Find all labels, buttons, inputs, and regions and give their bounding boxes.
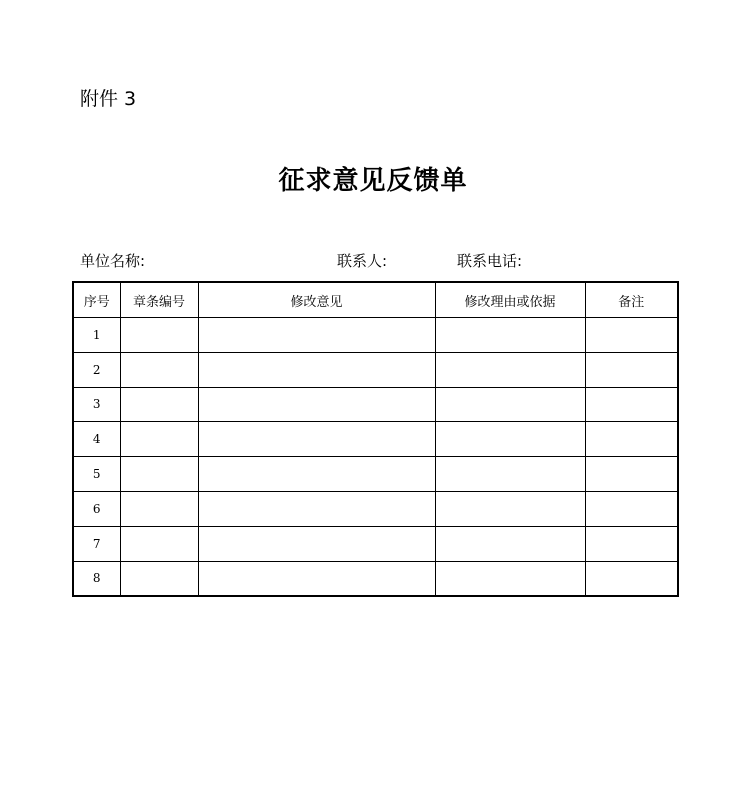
row-seq: 1: [73, 318, 120, 353]
row-remark-cell[interactable]: [585, 526, 678, 561]
table-row: [73, 318, 678, 353]
table-row: [73, 352, 678, 387]
header-seq: 序号: [73, 282, 120, 318]
table-row: [73, 457, 678, 492]
row-remark-cell[interactable]: [585, 457, 678, 492]
table-row: [73, 526, 678, 561]
row-reason-cell[interactable]: [435, 318, 585, 353]
row-clause-cell[interactable]: [120, 352, 198, 387]
row-seq: 3: [73, 387, 120, 422]
row-reason-cell[interactable]: [435, 352, 585, 387]
row-opinion-cell[interactable]: [198, 457, 435, 492]
row-seq: 4: [73, 422, 120, 457]
row-opinion-cell[interactable]: [198, 561, 435, 596]
table-header-row: [73, 282, 678, 318]
row-seq: 5: [73, 457, 120, 492]
row-clause-cell[interactable]: [120, 526, 198, 561]
row-opinion-cell[interactable]: [198, 526, 435, 561]
row-clause-cell[interactable]: [120, 387, 198, 422]
info-row: [80, 250, 680, 272]
contact-phone-label: 联系电话:: [457, 252, 523, 270]
table-row: [73, 561, 678, 596]
row-remark-cell[interactable]: [585, 352, 678, 387]
table-row: [73, 491, 678, 526]
feedback-table: [72, 281, 679, 597]
row-seq: 6: [73, 491, 120, 526]
table-row: [73, 422, 678, 457]
row-opinion-cell[interactable]: [198, 387, 435, 422]
row-opinion-cell[interactable]: [198, 352, 435, 387]
row-opinion-cell[interactable]: [198, 491, 435, 526]
header-opinion: 修改意见: [198, 282, 435, 318]
header-reason: 修改理由或依据: [435, 282, 585, 318]
page-title: 征求意见反馈单: [278, 166, 468, 196]
unit-name-label: 单位名称:: [80, 252, 146, 270]
row-opinion-cell[interactable]: [198, 318, 435, 353]
contact-person-label: 联系人:: [337, 252, 388, 270]
row-clause-cell[interactable]: [120, 491, 198, 526]
row-seq: 8: [73, 561, 120, 596]
row-clause-cell[interactable]: [120, 561, 198, 596]
row-reason-cell[interactable]: [435, 387, 585, 422]
header-clause-number: 章条编号: [120, 282, 198, 318]
row-clause-cell[interactable]: [120, 457, 198, 492]
row-remark-cell[interactable]: [585, 491, 678, 526]
row-seq: 2: [73, 352, 120, 387]
row-clause-cell[interactable]: [120, 318, 198, 353]
row-clause-cell[interactable]: [120, 422, 198, 457]
row-reason-cell[interactable]: [435, 422, 585, 457]
attachment-label: 附件 3: [80, 88, 137, 110]
row-reason-cell[interactable]: [435, 457, 585, 492]
row-remark-cell[interactable]: [585, 387, 678, 422]
row-remark-cell[interactable]: [585, 422, 678, 457]
row-reason-cell[interactable]: [435, 491, 585, 526]
row-opinion-cell[interactable]: [198, 422, 435, 457]
header-remark: 备注: [585, 282, 678, 318]
row-reason-cell[interactable]: [435, 526, 585, 561]
row-reason-cell[interactable]: [435, 561, 585, 596]
row-seq: 7: [73, 526, 120, 561]
row-remark-cell[interactable]: [585, 561, 678, 596]
row-remark-cell[interactable]: [585, 318, 678, 353]
table-row: [73, 387, 678, 422]
